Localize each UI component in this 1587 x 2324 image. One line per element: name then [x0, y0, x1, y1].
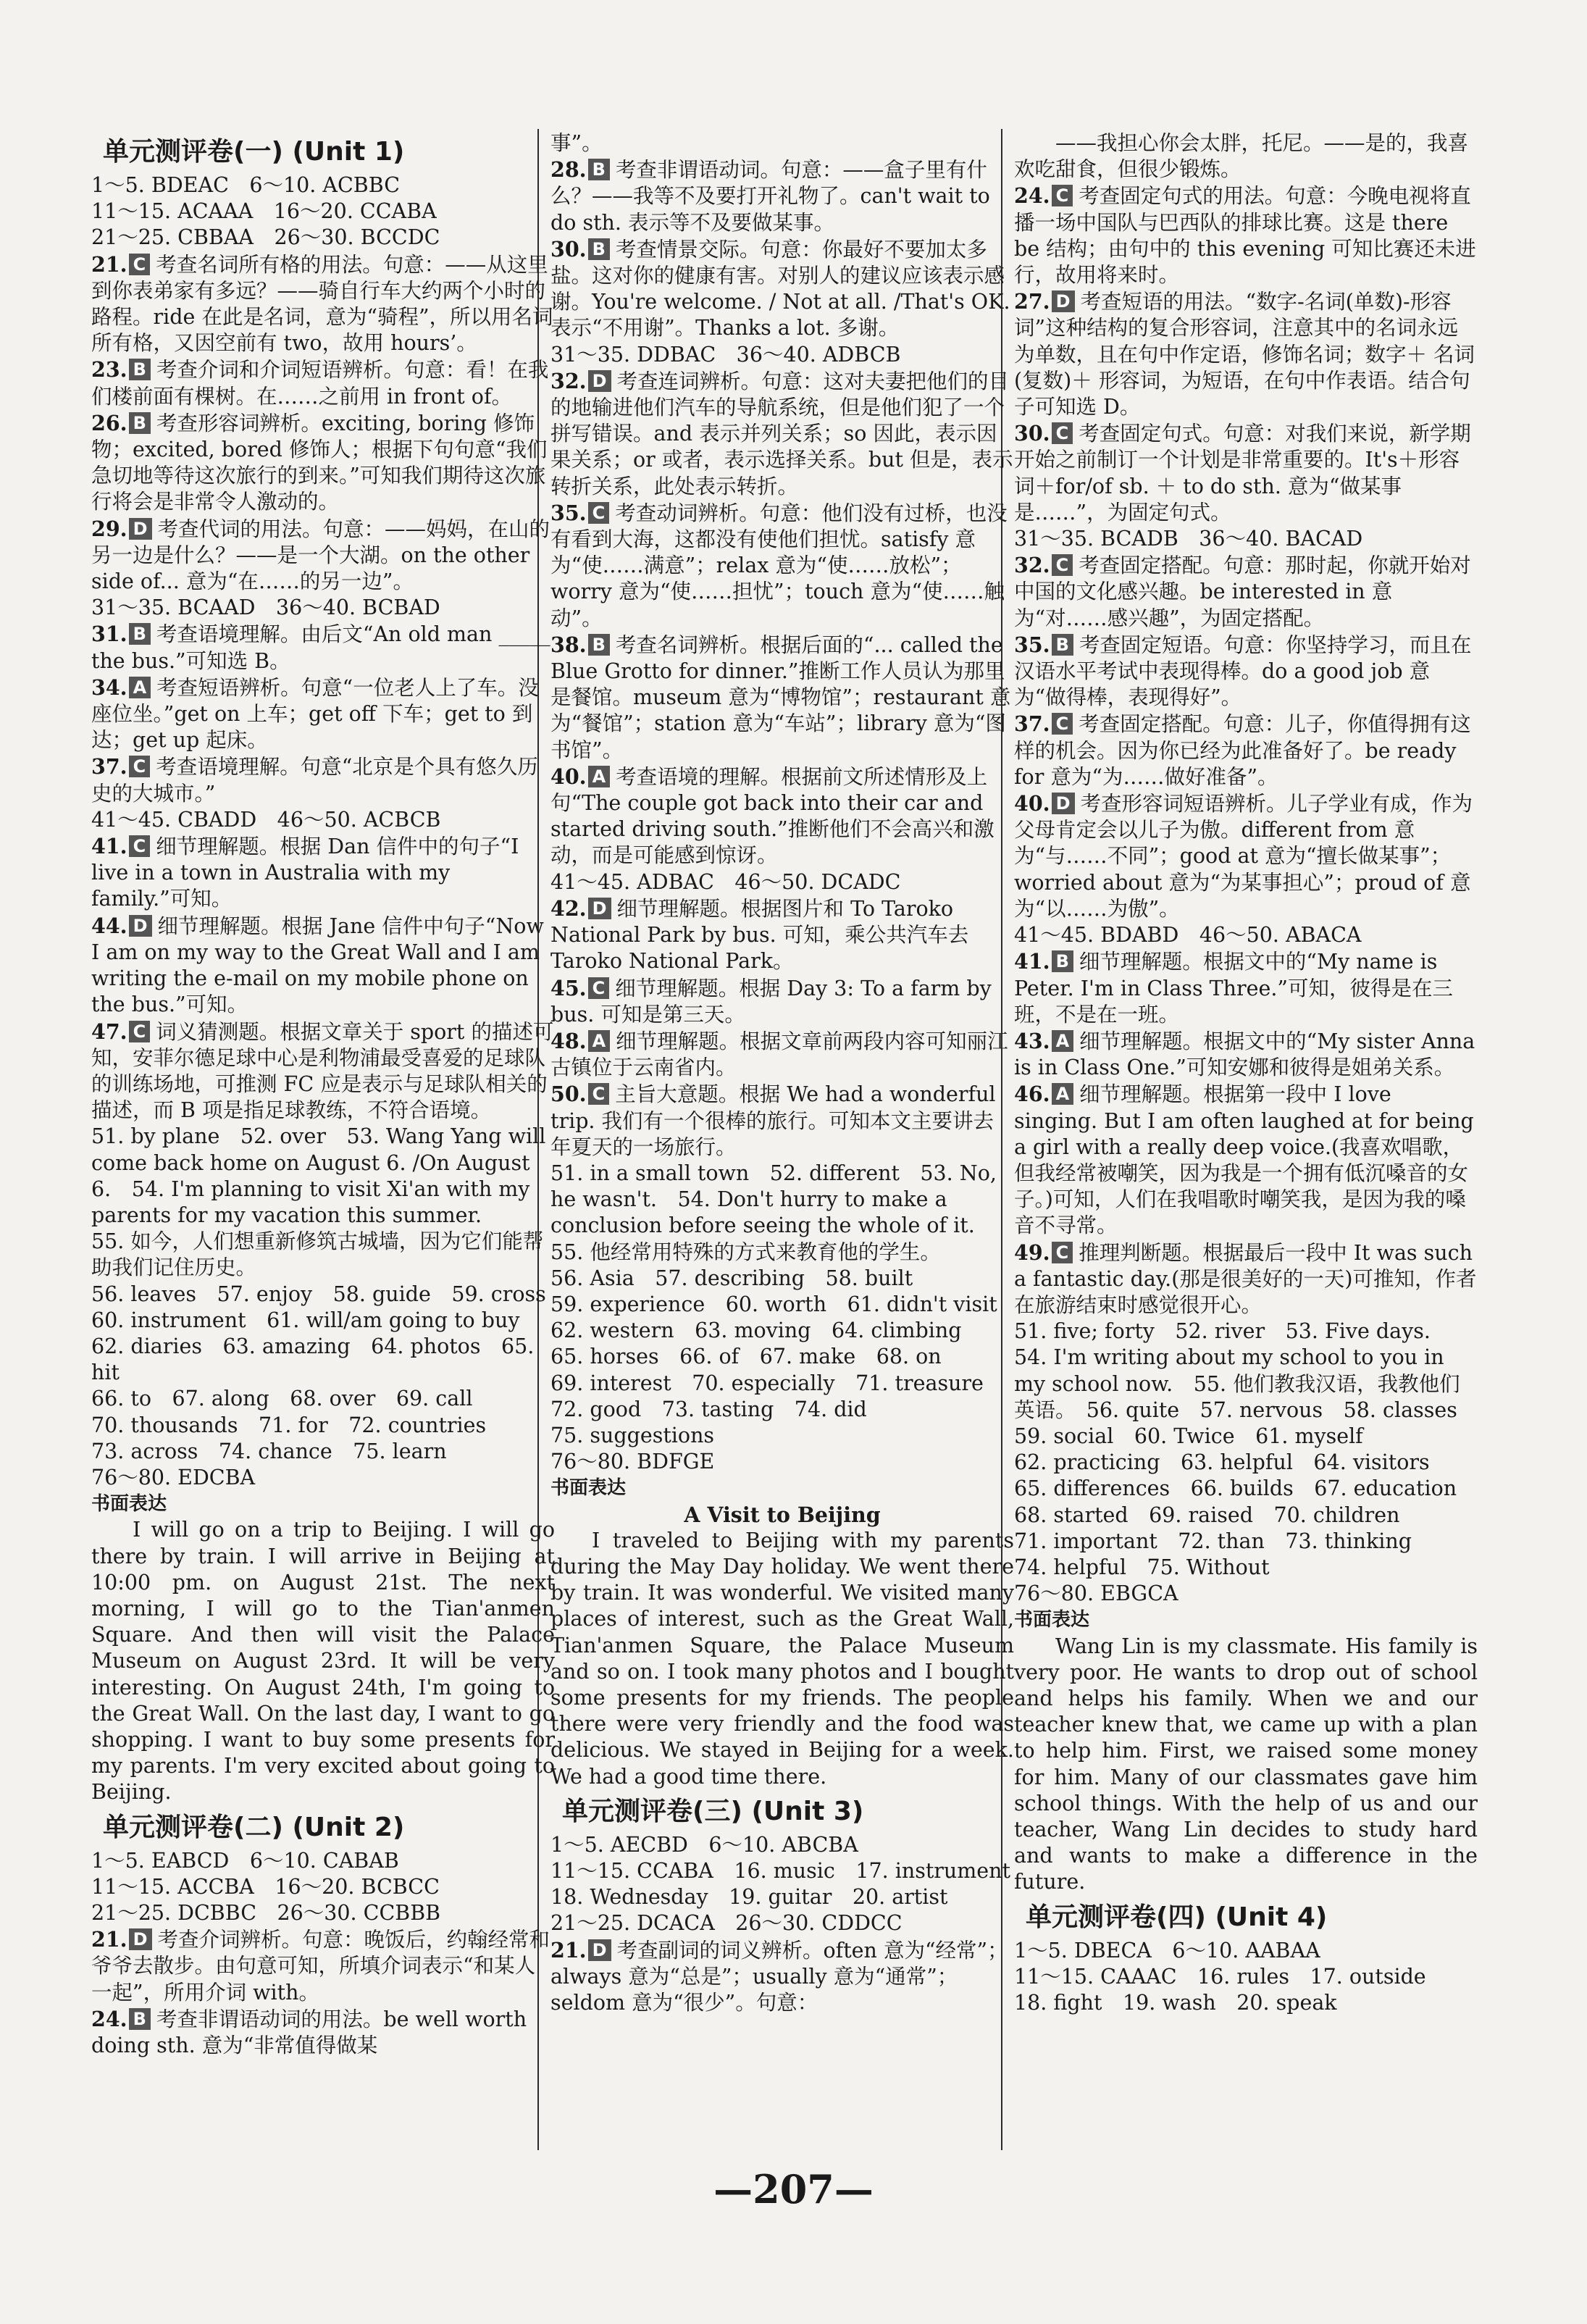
answer-explanation — [550, 1028, 1014, 1081]
answer-badge: A — [129, 677, 151, 698]
answer-explanation — [1014, 420, 1478, 526]
answer-badge: D — [588, 370, 611, 392]
answer-line: 41～45. ADBAC 46～50. DCADC — [550, 869, 901, 894]
unit-title: 单元测评卷(二) (Unit 2) — [103, 1812, 405, 1842]
question-number: 21. — [550, 1937, 587, 1963]
essay-title: A Visit to Beijing — [684, 1502, 881, 1527]
answer-explanation — [91, 410, 555, 516]
answer-explanation — [550, 975, 1014, 1028]
answer-explanation — [1014, 948, 1478, 1028]
answer-line: 31～35. BCAAD 36～40. BCBAD — [91, 595, 440, 620]
answer-badge: C — [129, 1021, 151, 1042]
explanation-text: 考查固定搭配。句意：那时起，你就开始对中国的文化感兴趣。be interested in 意为“对……感兴趣”，为固定搭配。 — [1014, 553, 1471, 630]
answer-explanation — [91, 2006, 555, 2059]
answer-line: 11～15. CAAAC 16. rules 17. outside — [1014, 1964, 1426, 1989]
explanation-text: 细节理解题。根据第一段中 I love singing. But I am often laughed at for being a girl with a really deep voice.(我喜欢唱歌，但我经常被嘲笑，因为我是一个拥有低沉嗓音的女子。)可知，人们在我唱歌时嘲笑我，是因为我的嗓音不寻常。 — [1014, 1082, 1474, 1238]
question-number: 47. — [91, 1019, 127, 1044]
question-number: 45. — [550, 975, 587, 1000]
answer-explanation — [91, 1019, 555, 1124]
question-number: 42. — [550, 895, 587, 921]
answer-line: 11～15. ACAAA 16～20. CCABA — [91, 199, 437, 224]
column-middle — [550, 130, 1014, 2144]
answer-badge: A — [1052, 1083, 1074, 1105]
question-number: 44. — [91, 913, 127, 938]
answer-badge: A — [1052, 1030, 1074, 1052]
explanation-text: 考查动词辨析。句意：他们没有过桥，也没有看到大海，这都没有使他们担忧。satisfy 意为“使……满意”；relax 意为“使……放松”；worry 意为“使……担忧”；touch 意为“使……触动”。 — [550, 501, 1008, 630]
explanation-text: 细节理解题。根据 Day 3: To a farm by bus. 可知是第三天。 — [550, 976, 992, 1027]
explanation-text: 细节理解题。根据图片和 To Taroko National Park by bus. 可知，乘公共汽车去 Taroko National Park。 — [550, 896, 969, 974]
answer-line: 59. experience 60. worth 61. didn't visit — [550, 1292, 997, 1316]
answer-line: 73. across 74. chance 75. learn — [91, 1439, 447, 1463]
question-number: 49. — [1014, 1240, 1050, 1265]
question-number: 48. — [550, 1028, 587, 1053]
answer-badge: D — [129, 915, 152, 937]
answer-line: 76～80. BDFGE — [550, 1450, 715, 1474]
answer-line: 1～5. EABCD 6～10. CABAB — [91, 1848, 399, 1873]
unit-title: 单元测评卷(四) (Unit 4) — [1026, 1902, 1328, 1932]
answer-badge: A — [588, 766, 611, 787]
answer-badge: C — [1052, 713, 1073, 735]
answer-line: 65. horses 66. of 67. make 68. on — [550, 1345, 942, 1369]
question-number: 23. — [91, 357, 127, 383]
answer-badge: B — [1052, 634, 1073, 656]
explanation-text: 考查介词和介词短语辨析。句意：看！在我们楼前面有棵树。在……之前用 in front of。 — [91, 358, 549, 409]
explanation-text: 考查非谓语动词的用法。be well worth doing sth. 意为“非常值得做某 — [91, 2007, 527, 2058]
unit-title: 单元测评卷(三) (Unit 3) — [562, 1796, 864, 1826]
answer-line: 72. good 73. tasting 74. did — [550, 1397, 867, 1421]
question-number: 40. — [550, 764, 587, 789]
answer-line: 51. five; forty 52. river 53. Five days. — [1014, 1319, 1431, 1344]
explanation-text: 考查代词的用法。句意：——妈妈，在山的另一边是什么？——是一个大湖。on the other side of... 意为“在……的另一边”。 — [91, 517, 550, 594]
section-heading: 书面表达 — [1014, 1609, 1090, 1631]
answer-explanation — [1014, 632, 1478, 711]
answer-line: 31～35. DDBAC 36～40. ADBCB — [550, 342, 901, 367]
answer-explanation — [91, 516, 555, 595]
answer-badge: B — [129, 412, 151, 434]
answer-explanation — [550, 500, 1014, 632]
answer-line: 11～15. ACCBA 16～20. BCBCC — [91, 1874, 440, 1899]
essay-paragraph: I will go on a trip to Beijing. I will go there by train. I will arrive in Beijing at 10:00 pm. on August 21st. The next morning, I will go to the Tian'anmen Square. And then will visit the Palace Museum on August 23rd. It will be very interesting. On August 24th, I'm going to the Great Wall. On the last day, I want to go shopping. I want to buy some presents for my parents. I'm very excited about going to Beijing. — [91, 1518, 555, 1805]
answer-explanation — [1014, 1028, 1478, 1081]
question-number: 24. — [91, 2006, 127, 2031]
answer-line: 21～25. DCBBC 26～30. CCBBB — [91, 1901, 441, 1925]
section-heading: 书面表达 — [550, 1477, 627, 1500]
explanation-text: 考查语境理解。句意“北京是个具有悠久历史的大城市。” — [91, 755, 538, 806]
answer-explanation — [1014, 288, 1478, 420]
explanation-text: 考查名词所有格的用法。句意：——从这里到你表弟家有多远？——骑自行车大约两个小时的路程。ride 在此是名词，意为“骑程”，所以用名词所有格，又因空前有 two，故用 hours’。 — [91, 252, 553, 356]
answer-badge: B — [588, 634, 610, 656]
answer-line: 70. thousands 71. for 72. countries — [91, 1413, 487, 1437]
answer-badge: B — [588, 238, 610, 260]
answer-explanation — [91, 913, 555, 1019]
explanation-text: 考查短语的用法。“数字-名词(单数)-形容词”这种结构的复合形容词，注意其中的名词永远为单数，且在句中作定语，修饰名词；数字＋ 名词(复数)＋ 形容词，为短语，在句中作表语。结合句子可知选 D。 — [1014, 290, 1475, 419]
question-number: 34. — [91, 674, 127, 700]
explanation-text: 考查连词辨析。句意：这对夫妻把他们的目的地输进他们汽车的导航系统，但是他们犯了一个拼写错误。and 表示并列关系；so 因此，表示因果关系；or 或者，表示选择关系。but 但是，表示转折关系，此处表示转折。 — [550, 369, 1013, 498]
answer-explanation — [91, 833, 555, 913]
explanation-text: 考查固定句式。句意：对我们来说，新学期开始之前制订一个计划是非常重要的。It's＋形容词＋for/of sb. ＋ to do sth. 意为“做某事是……”，为固定句式。 — [1014, 422, 1471, 524]
answer-badge: D — [1052, 793, 1075, 814]
answer-line: 71. important 72. than 73. thinking — [1014, 1529, 1412, 1553]
explanation-text: 考查形容词辨析。exciting, boring 修饰物；excited, bored 修饰人；根据下句句意“我们急切地等待这次旅行的到来。”可知我们期待这次旅行将会是非常令人激动的。 — [91, 411, 548, 514]
explanation-text: 考查情景交际。句意：你最好不要加太多盐。这对你的健康有害。对别人的建议应该表示感谢。You're welcome. / Not at all. /That's OK. 表示“不用谢”。Thanks a lot. 多谢。 — [550, 237, 1010, 340]
answer-line: 21～25. DCACA 26～30. CDDCC — [550, 1911, 903, 1936]
explanation-text: 考查固定短语。句意：你坚持学习，而且在汉语水平考试中表现得棒。do a good job 意为“做得棒，表现得好”。 — [1014, 632, 1472, 710]
answer-badge: B — [129, 623, 151, 645]
question-number: 41. — [1014, 949, 1050, 974]
explanation-text: 细节理解题。根据文中的“My sister Anna is in Class One.”可知安娜和彼得是姐弟关系。 — [1014, 1029, 1475, 1080]
answer-line: 56. Asia 57. describing 58. built — [550, 1266, 913, 1290]
answer-explanation — [91, 1926, 555, 2006]
answer-badge: C — [1052, 185, 1073, 206]
question-number: 26. — [91, 410, 127, 435]
answer-line: 74. helpful 75. Without — [1014, 1555, 1270, 1579]
answer-badge: C — [1052, 554, 1073, 576]
answer-badge: D — [129, 1928, 152, 1950]
answer-badge: C — [1052, 1242, 1073, 1263]
answer-line: 1～5. BDEAC 6～10. ACBBC — [91, 173, 400, 197]
answer-explanation — [550, 764, 1014, 869]
answer-badge: C — [1052, 422, 1073, 444]
answer-explanation — [1014, 552, 1478, 632]
answer-line: 51. in a small town 52. different 53. No, he wasn't. 54. Don't hurry to make a conclusion before seeing the whole of it. — [550, 1161, 997, 1238]
explanation-text: 词义猜测题。根据文章关于 sport 的描述可知，安菲尔德足球中心是利物浦最受喜爱的足球队的训练场地，可推测 FC 应是表示与足球队相关的描述，而 B 项是指足球教练，不符合语境。 — [91, 1019, 554, 1123]
answer-line: 事”。 — [550, 131, 603, 155]
answer-badge: C — [588, 977, 610, 999]
answer-line: 68. started 69. raised 70. children — [1014, 1502, 1400, 1527]
explanation-text: 考查短语辨析。句意“一位老人上了车。没座位坐。”get on 上车；get off 下车；get to 到达；get up 起床。 — [91, 675, 539, 753]
answer-explanation — [91, 753, 555, 806]
question-number: 40. — [1014, 791, 1050, 816]
column-right — [1014, 130, 1478, 2144]
answer-explanation — [91, 251, 555, 357]
explanation-text: 考查副词的词义辨析。often 意为“经常”；always 意为“总是”；usually 意为“通常”；seldom 意为“很少”。句意： — [550, 1938, 1008, 2015]
answer-explanation — [550, 236, 1014, 342]
answer-badge: C — [129, 756, 151, 777]
explanation-text: 细节理解题。根据文章前两段内容可知丽江古镇位于云南省内。 — [550, 1029, 1008, 1080]
question-number: 35. — [550, 500, 587, 525]
answer-explanation — [1014, 1081, 1478, 1239]
question-number: 29. — [91, 516, 127, 541]
question-number: 38. — [550, 632, 587, 657]
question-number: 30. — [550, 236, 587, 262]
answer-badge: A — [588, 1030, 611, 1052]
explanation-text: 推理判断题。根据最后一段中 It was such a fantastic day.(那是很美好的一天)可推知，作者在旅游结束时感觉很开心。 — [1014, 1240, 1477, 1317]
answer-line: 76～80. EDCBA — [91, 1465, 256, 1489]
question-number: 41. — [91, 834, 127, 859]
answer-line: 51. by plane 52. over 53. Wang Yang will come back home on August 6. /On August 6. 54. I'm planning to visit Xi'an with my parents for my vacation this summer. — [91, 1124, 546, 1227]
column-left — [91, 130, 555, 2144]
question-number: 37. — [91, 754, 127, 779]
answer-explanation — [91, 674, 555, 754]
question-number: 32. — [550, 368, 587, 393]
answer-explanation — [550, 1937, 1014, 2017]
answer-line: 1～5. AECBD 6～10. ABCBA — [550, 1832, 858, 1857]
explanation-text: 考查形容词短语辨析。儿子学业有成，作为父母肯定会以儿子为傲。different from 意为“与……不同”；good at 意为“擅长做某事”；worried about 意为“为某事担心”；proud of 意为“以……为傲”。 — [1014, 792, 1473, 921]
explanation-text: 细节理解题。根据 Dan 信件中的句子“I live in a town in Australia with my family.”可知。 — [91, 835, 519, 911]
answer-line: 1～5. DBECA 6～10. AABAA — [1014, 1938, 1320, 1963]
answer-line: 55. 如今，人们想重新修筑古城墙，因为它们能帮助我们记住历史。 — [91, 1229, 544, 1280]
question-number: 43. — [1014, 1028, 1050, 1053]
answer-explanation — [1014, 790, 1478, 922]
section-heading: 书面表达 — [91, 1493, 167, 1516]
answer-line: 60. instrument 61. will/am going to buy — [91, 1308, 520, 1332]
essay-paragraph: Wang Lin is my classmate. His family is very poor. He wants to drop out of school and helps his family. When we and our teacher knew that, we came up with a plan to help him. First, we raised some money for him. Many of our classmates gave him school things. With the help of us and our teacher, Wang Lin decides to study hard and wants to make a difference in the future. — [1014, 1634, 1478, 1894]
answer-explanation — [550, 156, 1014, 236]
question-number: 50. — [550, 1082, 587, 1107]
answer-explanation — [550, 895, 1014, 975]
answer-badge: D — [129, 518, 152, 540]
essay-paragraph: I traveled to Beijing with my parents during the May Day holiday. We went there by train. It was wonderful. We visited many places of interest, such as the Great Wall, Tian'anmen Square, the Palace Museum and so on. I took many photos and I bought some presents for my friends. The people there were very friendly and the food was delicious. We stayed in Beijing for a week. We had a good time there. — [550, 1528, 1014, 1789]
answer-line: 54. I'm writing about my school to you in my school now. 55. 他们教我汉语，我教他们英语。 56. quite 57. nervous 58. classes — [1014, 1345, 1460, 1422]
unit-title: 单元测评卷(一) (Unit 1) — [103, 137, 405, 167]
answer-badge: B — [1052, 950, 1073, 972]
question-number: 46. — [1014, 1082, 1050, 1107]
answer-line: 41～45. CBADD 46～50. ACBCB — [91, 807, 441, 832]
answer-badge: B — [129, 2008, 151, 2030]
answer-explanation — [91, 356, 555, 409]
answer-badge: C — [129, 835, 151, 857]
answer-badge: B — [588, 159, 610, 180]
answer-line: 66. to 67. along 68. over 69. call — [91, 1387, 473, 1411]
answer-explanation — [550, 1081, 1014, 1161]
explanation-text: 考查介词辨析。句意：晚饭后，约翰经常和爷爷去散步。由句意可知，所填介词表示“和某人一起”，所用介词 with。 — [91, 1928, 550, 2005]
answer-line: 76～80. EBGCA — [1014, 1581, 1178, 1606]
answer-line: 59. social 60. Twice 61. myself — [1014, 1424, 1363, 1448]
explanation-text: 细节理解题。根据 Jane 信件中句子“Now I am on my way to the Great Wall and I am writing the e-mail on my mobile phone on the bus.”可知。 — [91, 914, 544, 1017]
answer-badge: C — [129, 254, 151, 275]
answer-badge: C — [588, 502, 610, 524]
question-number: 28. — [550, 157, 587, 183]
answer-line: 56. leaves 57. enjoy 58. guide 59. cross — [91, 1282, 546, 1306]
question-number: 27. — [1014, 289, 1050, 314]
question-number: 32. — [1014, 553, 1050, 578]
answer-line: 62. diaries 63. amazing 64. photos 65. hit — [91, 1334, 535, 1385]
answer-badge: D — [588, 898, 611, 919]
explanation-text: 考查非谓语动词。句意：——盒子里有什么？——我等不及要打开礼物了。can't wait to do sth. 表示等不及要做某事。 — [550, 158, 990, 235]
answer-explanation — [550, 368, 1014, 500]
answer-line: 11～15. CCABA 16. music 17. instrument — [550, 1859, 1010, 1883]
answer-badge: D — [1052, 290, 1075, 312]
answer-line: 69. interest 70. especially 71. treasure — [550, 1371, 984, 1395]
answer-line: 75. suggestions — [550, 1423, 715, 1447]
explanation-text: 细节理解题。根据文中的“My name is Peter. I'm in Class Three.”可知，彼得是在三班，不是在一班。 — [1014, 950, 1453, 1027]
explanation-text: 考查名词辨析。根据后面的“... called the Blue Grotto for dinner.”推断工作人员认为那里是餐馆。museum 意为“博物馆”；restaurant 意为“餐馆”；station 意为“车站”；library 意为“图书馆”。 — [550, 632, 1011, 762]
answer-explanation — [1014, 1240, 1478, 1319]
answer-line: 18. fight 19. wash 20. speak — [1014, 1991, 1337, 2015]
question-number: 21. — [91, 251, 127, 277]
question-number: 31. — [91, 622, 127, 647]
question-number: 21. — [91, 1927, 127, 1952]
answer-explanation — [1014, 711, 1478, 790]
answer-line: 65. differences 66. builds 67. education — [1014, 1476, 1457, 1501]
explanation-text: 主旨大意题。根据 We had a wonderful trip. 我们有一个很棒的旅行。可知本文主要讲去年夏天的一场旅行。 — [550, 1082, 996, 1159]
question-number: 35. — [1014, 632, 1050, 657]
answer-line: 62. practicing 63. helpful 64. visitors — [1014, 1450, 1430, 1475]
page-number: —207— — [713, 2166, 874, 2212]
answer-line: 18. Wednesday 19. guitar 20. artist — [550, 1885, 948, 1910]
answer-line: 55. 他经常用特殊的方式来教育他的学生。 — [550, 1240, 941, 1264]
explanation-text: 考查语境的理解。根据前文所述情形及上句“The couple got back into their car and started driving south.”推断他们不会高兴和激动，而是可能感到惊讶。 — [550, 764, 995, 868]
explanation-text: 考查语境理解。由后文“An old man _____ the bus.”可知选 B。 — [91, 622, 550, 673]
answer-explanation — [550, 632, 1014, 764]
answer-badge: C — [588, 1083, 610, 1105]
answer-line: 41～45. BDABD 46～50. ABACA — [1014, 923, 1362, 948]
answer-line: 21～25. CBBAA 26～30. BCCDC — [91, 225, 440, 250]
question-number: 24. — [1014, 183, 1050, 209]
answer-explanation — [1014, 183, 1478, 288]
answer-badge: B — [129, 359, 151, 380]
question-number: 30. — [1014, 421, 1050, 446]
explanation-text: 考查固定句式的用法。句意：今晚电视将直播一场中国队与巴西队的排球比赛。这是 there be 结构；由句中的 this evening 可知比赛还未进行，故用将来时。 — [1014, 184, 1476, 288]
explanation-text: 考查固定搭配。句意：儿子，你值得拥有这样的机会。因为你已经为此准备好了。be ready for 意为“为……做好准备”。 — [1014, 712, 1471, 789]
answer-line: 31～35. BCADB 36～40. BACAD — [1014, 527, 1363, 551]
answer-badge: D — [588, 1939, 611, 1961]
question-number: 37. — [1014, 711, 1050, 737]
answer-explanation — [91, 621, 555, 674]
answer-line: 62. western 63. moving 64. climbing — [550, 1318, 962, 1343]
answer-line: ——我担心你会太胖，托尼。——是的，我喜欢吃甜食，但很少锻炼。 — [1014, 131, 1469, 182]
